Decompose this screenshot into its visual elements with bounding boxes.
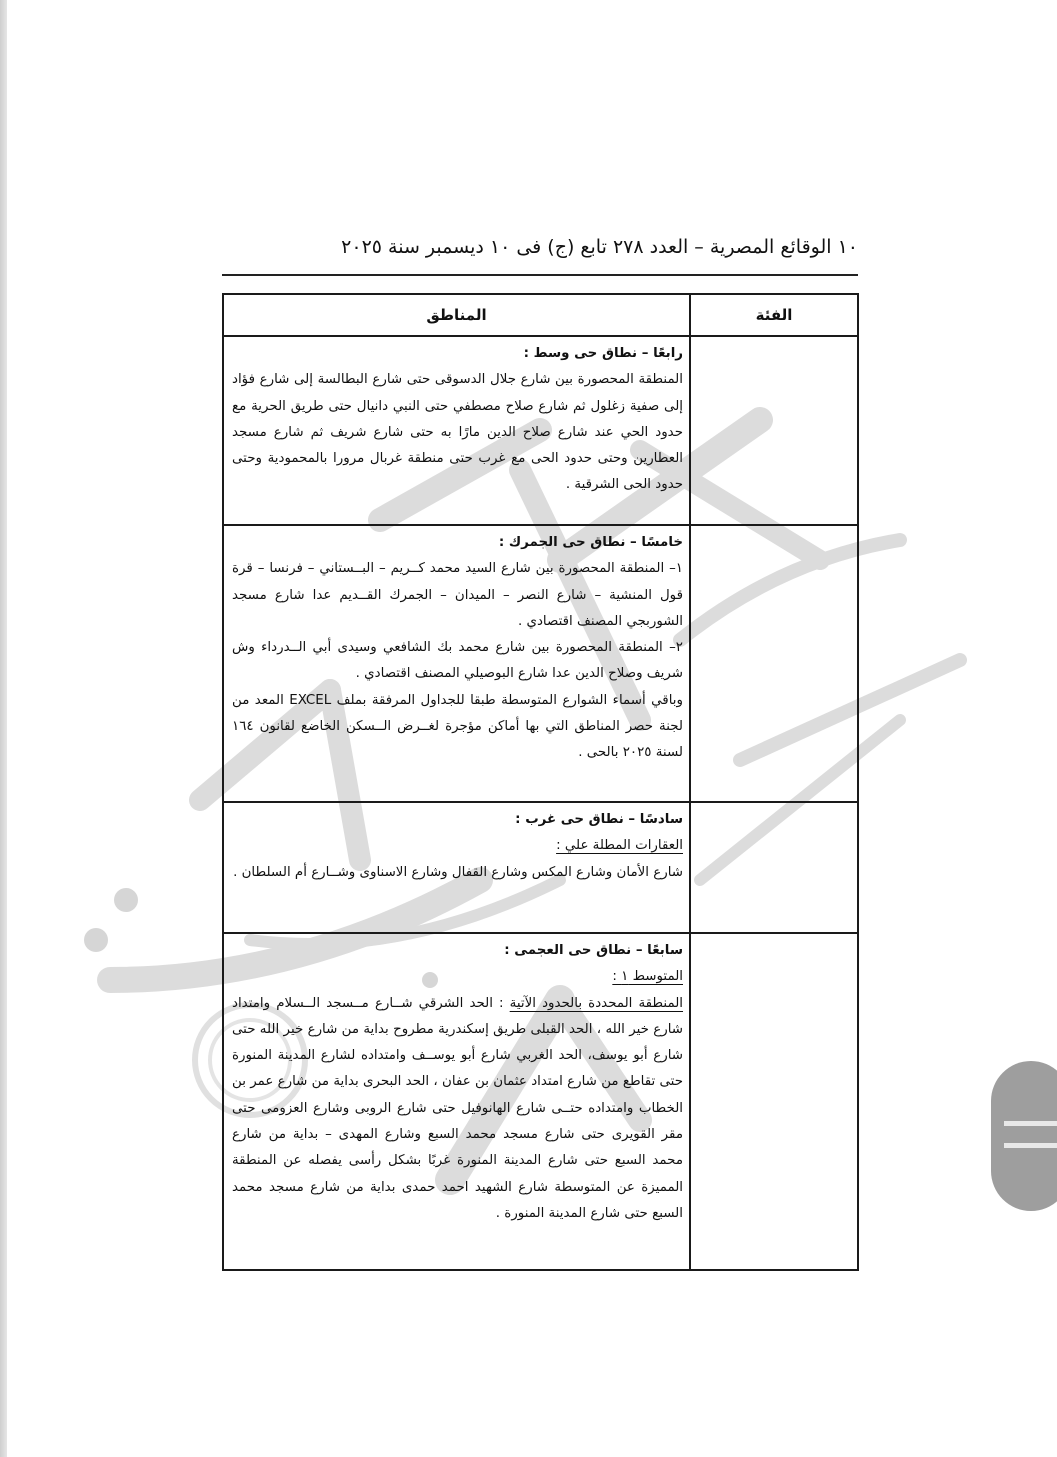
category-cell (690, 802, 858, 933)
column-header-zones: المناطق (223, 294, 690, 336)
zones-cell (223, 336, 690, 525)
table-row (223, 802, 858, 933)
zone-paragraph: المنطقة المحصورة بين شارع جلال الدسوقى حتى شارع البطالسة إلى شارع فؤاد إلى صفية زغلول ثم شارع صلاح مصطفي حتى النبي دانيال حتى طريق الحرية مع حدود الحي عند شارع صلاح الدين مارًا به حتى شارع شريف ثم شارع مسجد العطارين وحتى حدود الحى مع غرب حتى منطقة غربال مرورا بالمحمودية وحتى حدود الحى الشرقية . (232, 372, 683, 493)
table-header-row (223, 294, 858, 336)
drag-handle-icon (1004, 1121, 1057, 1126)
zones-cell (223, 933, 690, 1270)
table-row (223, 933, 858, 1270)
category-cell (690, 525, 858, 802)
drag-handle-icon (1004, 1143, 1057, 1148)
section-subtitle: العقارات المطلة علي : (556, 838, 683, 854)
page-header: ١٠ الوقائع المصرية – العدد ٢٧٨ تابع (ج) فى ١٠ ديسمبر سنة ٢٠٢٥ (341, 236, 858, 258)
table-row (223, 336, 858, 525)
category-cell (690, 933, 858, 1270)
zones-cell (223, 525, 690, 802)
section-title: سادسًا – نطاق حى غرب : (515, 812, 683, 827)
section-title: سابعًا – نطاق حى العجمى : (504, 943, 683, 958)
zone-paragraph: وباقي أسماء الشوارع المتوسطة طبقا للجداول المرفقة بملف EXCEL المعد من لجنة حصر المناطق التي بها أماكن مؤجرة لغــرض الــسكن الخاضع لقانون ١٦٤ لسنة ٢٠٢٥ بالحى . (232, 692, 683, 761)
zones-table (222, 293, 859, 1271)
header-rule (222, 274, 858, 276)
column-header-category: الفئة (690, 294, 858, 336)
category-cell (690, 336, 858, 525)
zones-cell (223, 802, 690, 933)
section-title: رابعًا – نطاق حى وسط : (523, 346, 683, 361)
left-edge-shadow (0, 0, 7, 1457)
section-subtitle: المتوسط ١ : (612, 969, 683, 985)
table-row (223, 525, 858, 802)
zone-paragraph: ٢– المنطقة المحصورة بين شارع محمد بك الشافعي وسيدى أبي الــدرداء وش شريف وصلاح الدين عدا شارع البوصيلي المصنف اقتصادي . (232, 640, 683, 682)
zone-paragraph: : الحد الشرقي شــارع مــسجد الــسلام وامتداد شارع خير الله ، الحد القبلى طريق إسكندرية مطروح بداية من شارع خير الله حتى شارع أبو يوسف، الحد الغربي شارع أبو يوســف وامتداده لشارع المدينة المنورة حتى تقاطع من شارع امتداد عثمان بن عفان ، الحد البحرى بداية من شارع عمر بن الخطاب وامتداده حتــى شارع الهانوفيل حتى شارع الروبى وشارع العزومى حتى مقر القويرى حتى شارع مسجد محمد السبع وشارع المهدى – بداية من شارع محمد السبع حتى شارع المدينة المنورة غربًا بشكل رأسى يفصله عن المنطقة المميزة عن المتوسطة شارع الشهيد احمد حمدى بداية من شارع مسجد محمد السبع حتى شارع المدينة المنورة . (232, 995, 683, 1221)
section-title: خامسًا – نطاق حى الجمرك : (498, 535, 683, 550)
scroll-handle[interactable] (991, 1061, 1057, 1211)
zone-paragraph: شارع الأمان وشارع المكس وشارع القفال وشارع الاسناوى وشــارع أم السلطان . (233, 864, 683, 880)
boundaries-lead: المنطقة المحددة بالحدود الآتية (509, 995, 684, 1011)
zone-paragraph: ١– المنطقة المحصورة بين شارع السيد محمد كــريم – البــستاني – فرنسا – قرة قول المنشية – شارع النصر – الميدان – الجمرك القــديم عدا شارع مسجد الشوربجي المصنف اقتصادي . (232, 561, 683, 629)
